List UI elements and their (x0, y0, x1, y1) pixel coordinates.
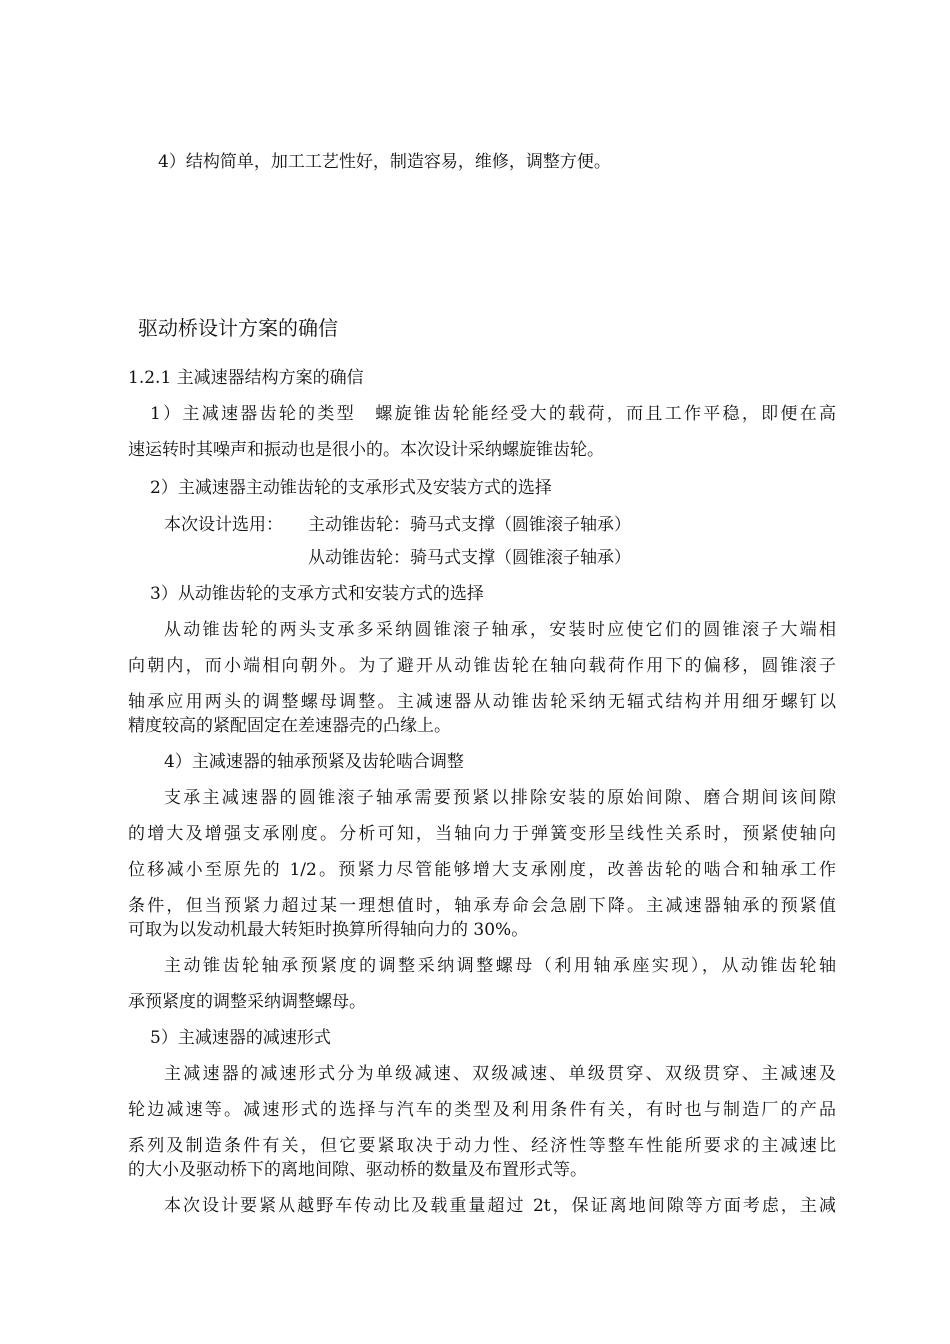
paragraph-line: 1）主减速器齿轮的类型 螺旋锥齿轮能经受大的载荷，而且工作平稳，即便在高 (150, 404, 836, 424)
paragraph-line: 的增大及增强支承刚度。分析可知，当轴向力于弹簧变形呈线性关系时，预紧使轴向 (128, 824, 836, 844)
item-3-title: 3）从动锥齿轮的支承方式和安装方式的选择 (150, 584, 484, 604)
paragraph-line: 轮边减速等。减速形式的选择与汽车的类型及利用条件有关，有时也与制造厂的产品 (128, 1100, 836, 1120)
paragraph-1-second: 速运转时其噪声和振动也是很小的。本次设计采纳螺旋锥齿轮。 (128, 440, 604, 460)
paragraph-line: 主减速器的减速形式分为单级减速、双级减速、单级贯穿、双级贯穿、主减速及 (164, 1064, 836, 1084)
paragraph-3-last: 精度较高的紧配固定在差速器壳的凸缘上。 (128, 716, 451, 736)
paragraph-6-first (164, 1194, 836, 1218)
paragraph-5-first (164, 1062, 836, 1086)
paragraph-line: 系列及制造条件有关，但它要紧取决于动力性、经济性等整车性能所要求的主减速比 (128, 1136, 836, 1156)
paragraph-line: 本次设计要紧从越野车传动比及载重量超过 2t，保证离地间隙等方面考虑，主减 (164, 1196, 836, 1216)
paragraph-4-last: 可取为以发动机最大转矩时换算所得轴向力的 30%。 (128, 920, 529, 940)
paragraph-4b-last: 承预紧度的调整采纳调整螺母。 (128, 992, 366, 1012)
paragraph-line: 位移减小至原先的 1/2。预紧力尽管能够增大支承刚度，改善齿轮的啮合和轴承工作 (128, 860, 836, 880)
paragraph-1-first (150, 402, 836, 426)
item-4-title: 4）主减速器的轴承预紧及齿轮啮合调整 (164, 752, 464, 772)
paragraph-line: 从动锥齿轮的两头支承多采纳圆锥滚子轴承，安装时应使它们的圆锥滚子大端相 (164, 620, 836, 640)
section-heading: 驱动桥设计方案的确信 (138, 316, 338, 340)
paragraph-line: 支承主减速器的圆锥滚子轴承需要预紧以排除安装的原始间隙、磨合期间该间隙 (164, 788, 836, 808)
paragraph-line: 轴承应用两头的调整螺母调整。主减速器从动锥齿轮采纳无辐式结构并用细牙螺钉以 (128, 692, 836, 712)
paragraph-line: 条件，但当预紧力超过某一理想值时，轴承寿命会急剧下降。主减速器轴承的预紧值 (128, 896, 836, 916)
drive-gear-support: 主动锥齿轮：骑马式支撑（圆锥滚子轴承） (308, 515, 631, 535)
paragraph-4-body (128, 822, 836, 918)
subsection-heading: 1.2.1 主减速器结构方案的确信 (128, 368, 364, 388)
paragraph-5-last: 的大小及驱动桥下的离地间隙、驱动桥的数量及布置形式等。 (128, 1160, 587, 1180)
list-item-4-structure: 4）结构简单，加工工艺性好，制造容易，维修，调整方便。 (158, 152, 611, 172)
item-5-title: 5）主减速器的减速形式 (150, 1028, 331, 1048)
driven-gear-support: 从动锥齿轮：骑马式支撑（圆锥滚子轴承） (308, 548, 631, 568)
paragraph-4b-first (164, 954, 836, 978)
paragraph-3-body (128, 654, 836, 714)
paragraph-3-first (164, 618, 836, 642)
item-2-title: 2）主减速器主动锥齿轮的支承形式及安装方式的选择 (150, 478, 552, 498)
paragraph-line: 向朝内，而小端相向朝外。为了避开从动锥齿轮在轴向载荷作用下的偏移，圆锥滚子 (128, 656, 836, 676)
paragraph-5-body (128, 1098, 836, 1158)
paragraph-4-first (164, 786, 836, 810)
paragraph-line: 主动锥齿轮轴承预紧度的调整采纳调整螺母（利用轴承座实现），从动锥齿轮轴 (164, 956, 836, 976)
selection-label: 本次设计选用： (164, 515, 283, 535)
